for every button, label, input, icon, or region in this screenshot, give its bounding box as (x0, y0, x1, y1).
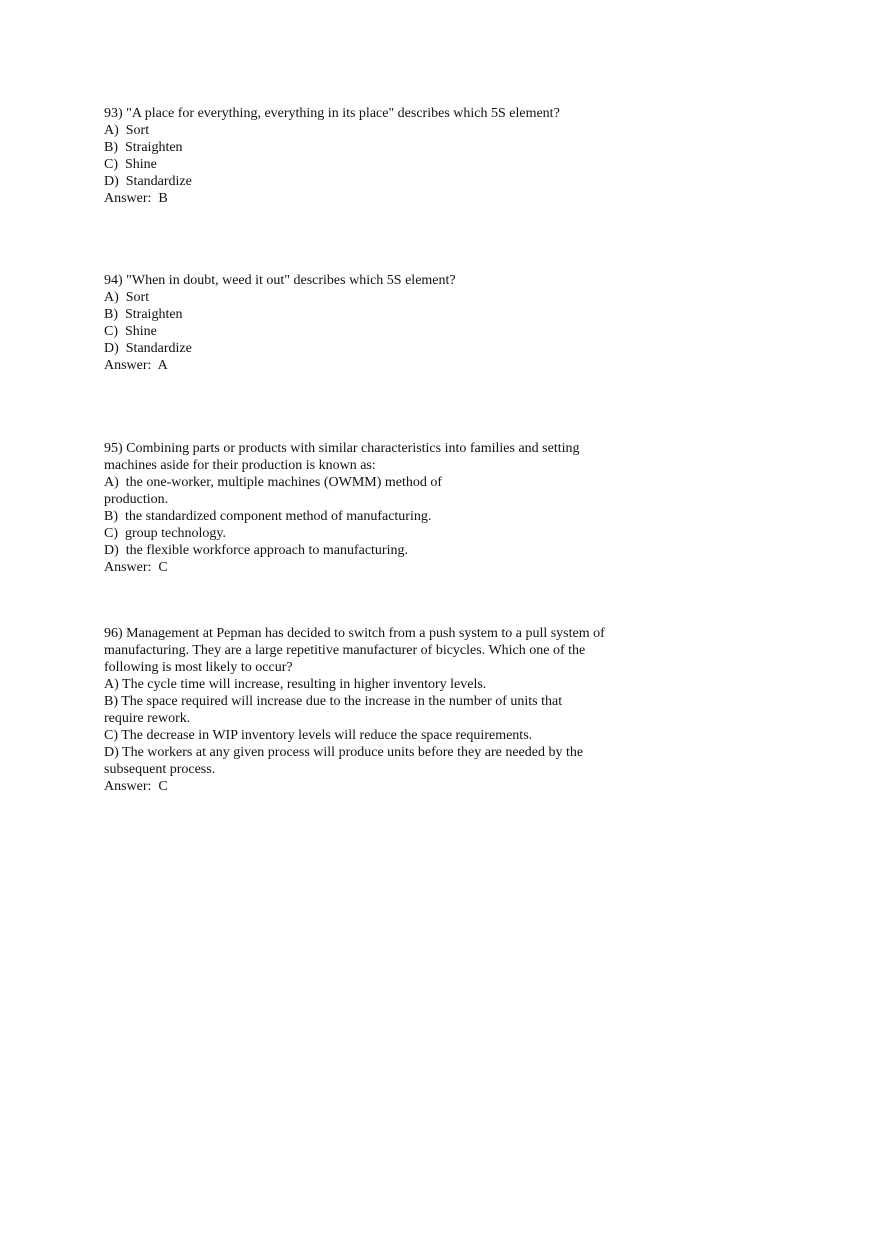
option-a: A) The cycle time will increase, resulting in higher inventory levels. (104, 677, 487, 692)
option-c: C) group technology. (104, 526, 226, 541)
option-b: B) Straighten (104, 307, 183, 322)
answer: Answer: B (104, 191, 168, 206)
option-d: D) The workers at any given process will produce units before they are needed by the (104, 745, 584, 760)
option-b: B) the standardized component method of manufacturing. (104, 509, 432, 524)
option-d-cont: subsequent process. (104, 762, 216, 777)
question-96 (104, 625, 644, 795)
option-b-cont: require rework. (104, 711, 191, 726)
option-a: A) Sort (104, 290, 150, 305)
option-b: B) The space required will increase due to the increase in the number of units that (104, 694, 563, 709)
answer: Answer: A (104, 358, 168, 373)
question-text: 96) Management at Pepman has decided to switch from a push system to a pull system of (104, 626, 605, 641)
option-a-cont: production. (104, 492, 169, 507)
option-a: A) Sort (104, 123, 150, 138)
question-text: 94) "When in doubt, weed it out" describes which 5S element? (104, 273, 456, 288)
option-b: B) Straighten (104, 140, 183, 155)
question-95 (104, 440, 644, 576)
answer: Answer: C (104, 779, 168, 794)
question-text: 95) Combining parts or products with similar characteristics into families and setting (104, 441, 580, 456)
option-c: C) Shine (104, 324, 157, 339)
option-d: D) Standardize (104, 174, 192, 189)
answer: Answer: C (104, 560, 168, 575)
option-a: A) the one-worker, multiple machines (OWMM) method of (104, 475, 443, 490)
question-94 (104, 272, 644, 374)
question-93 (104, 105, 644, 207)
question-text: 93) "A place for everything, everything in its place" describes which 5S element? (104, 106, 560, 121)
option-d: D) the flexible workforce approach to manufacturing. (104, 543, 408, 558)
question-text-cont: manufacturing. They are a large repetitive manufacturer of bicycles. Which one of the (104, 643, 586, 658)
question-text-cont: following is most likely to occur? (104, 660, 293, 675)
question-text-cont: machines aside for their production is known as: (104, 458, 376, 473)
option-c: C) Shine (104, 157, 157, 172)
option-c: C) The decrease in WIP inventory levels will reduce the space requirements. (104, 728, 533, 743)
option-d: D) Standardize (104, 341, 192, 356)
